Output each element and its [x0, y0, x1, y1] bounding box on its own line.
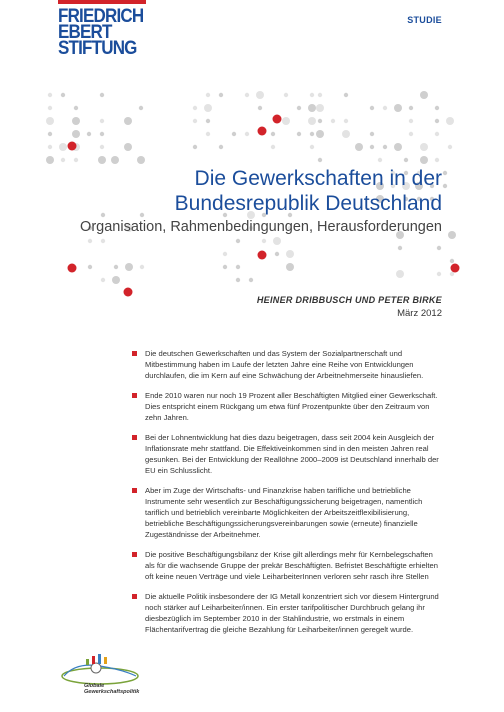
- map-dot: [318, 93, 322, 97]
- map-dot: [409, 119, 413, 123]
- map-dot: [435, 158, 439, 162]
- map-dot: [262, 239, 266, 243]
- map-dot: [236, 265, 240, 269]
- map-dot: [310, 132, 314, 136]
- map-dot: [420, 91, 428, 99]
- map-dot: [256, 91, 264, 99]
- map-dot: [139, 106, 143, 110]
- map-dot: [344, 93, 348, 97]
- logo-line-2: EBERT: [58, 20, 112, 43]
- map-dot: [249, 278, 253, 282]
- map-dot: [258, 106, 262, 110]
- map-dot-highlight: [258, 251, 267, 260]
- map-dot: [48, 93, 52, 97]
- map-dot: [435, 119, 439, 123]
- map-dot: [193, 106, 197, 110]
- map-dot-highlight: [124, 288, 133, 297]
- map-dot: [398, 246, 402, 250]
- footer-series-name: [84, 683, 139, 695]
- map-dot: [219, 145, 223, 149]
- summary-bullet: Bei der Lohnentwicklung hat dies dazu beigetragen, dass seit 2004 kein Ausgleich der Inflationsrate mehr stattfand. Die Effektiveinkommen sind in den meisten Jahren real gesunken. Bei der Entwicklung der Reallöhne 2000–2009 ist Deutschland innerhalb der EU ein Schlusslicht.: [131, 432, 443, 476]
- map-dot: [111, 156, 119, 164]
- map-dot: [435, 106, 439, 110]
- map-dot: [286, 263, 294, 271]
- map-dot: [59, 143, 67, 151]
- map-dot: [72, 130, 80, 138]
- map-dot: [101, 239, 105, 243]
- map-dot: [98, 156, 106, 164]
- map-dot: [383, 145, 387, 149]
- map-dot: [245, 132, 249, 136]
- map-dot: [74, 158, 78, 162]
- map-dot: [409, 106, 413, 110]
- map-dot: [236, 278, 240, 282]
- summary-bullet: Die positive Beschäftigungsbilanz der Krise gilt allerdings mehr für Kernbelegschaften als für die wachsende Gruppe der prekär Beschäftigten. Befristet Beschäftigte erhielten oft keine neuen Verträge und viele LeiharbeiterInnen verloren sehr rasch ihre Stellen: [131, 549, 443, 582]
- map-dot: [396, 270, 404, 278]
- map-dot: [74, 106, 78, 110]
- map-dot: [273, 237, 281, 245]
- map-dot: [286, 250, 294, 258]
- map-dot: [223, 252, 227, 256]
- map-dot: [206, 119, 210, 123]
- logo-line-3: STIFTUNG: [58, 36, 137, 59]
- map-dot-highlight: [273, 115, 282, 124]
- map-dot: [308, 104, 316, 112]
- map-dot: [114, 265, 118, 269]
- map-dot: [420, 143, 428, 151]
- map-dot: [219, 93, 223, 97]
- summary-bullet: Aber im Zuge der Wirtschafts- und Finanzkrise haben tarifliche und betriebliche Instrumente sehr wesentlich zur Beschäftigungssicherung beigetragen, namentlich tariflich und betrieblich vereinbarte Möglichkeiten der Arbeitszeitflexibilisierung, betriebliche Beschäftigungssicherungsvereinbarungen sowie (erneute) finanzielle Zugeständnisse der Arbeitnehmer.: [131, 485, 443, 540]
- map-dot: [342, 130, 350, 138]
- map-dot: [446, 117, 454, 125]
- map-dot: [124, 117, 132, 125]
- map-dot: [46, 117, 54, 125]
- map-dot: [383, 106, 387, 110]
- map-dot: [271, 132, 275, 136]
- map-dot: [284, 93, 288, 97]
- map-dot: [370, 145, 374, 149]
- map-dot: [370, 132, 374, 136]
- map-dot: [282, 117, 290, 125]
- map-dot: [100, 119, 104, 123]
- map-dot: [344, 119, 348, 123]
- document-title: [62, 166, 442, 216]
- map-dot: [420, 156, 428, 164]
- map-dot: [48, 145, 52, 149]
- map-dot: [316, 130, 324, 138]
- map-dot: [236, 239, 240, 243]
- map-dot: [46, 156, 54, 164]
- map-dot-highlight: [68, 264, 77, 273]
- map-dot: [318, 158, 322, 162]
- map-dot: [409, 132, 413, 136]
- map-dot: [394, 143, 402, 151]
- map-dot-highlight: [258, 127, 267, 136]
- logo-line-1: FRIEDRICH: [58, 4, 144, 27]
- map-dot: [310, 145, 314, 149]
- map-dot: [450, 259, 454, 263]
- map-dot: [206, 93, 210, 97]
- map-dot: [318, 119, 322, 123]
- map-dot: [310, 93, 314, 97]
- map-dot: [355, 143, 363, 151]
- map-dot: [443, 171, 447, 175]
- map-dot: [378, 158, 382, 162]
- summary-bullet: Ende 2010 waren nur noch 19 Prozent aller Beschäftigten Mitglied einer Gewerkschaft. Dies entspricht einem Rückgang um etwa fünf Prozentpunkte über den Zeitraum von zehn Jahren.: [131, 390, 443, 423]
- map-dot: [61, 158, 65, 162]
- summary-bullet: Die deutschen Gewerkschaften und das System der Sozialpartnerschaft und Mitbestimmung haben im Laufe der letzten Jahre eine Reihe von Entwicklungen durchlaufen, die im Kern auf eine Schwächung der Arbeitnehmerseite hinausliefen.: [131, 348, 443, 381]
- map-dot: [72, 117, 80, 125]
- map-dot: [245, 93, 249, 97]
- authors: HEINER DRIBBUSCH UND PETER BIRKE: [256, 295, 442, 305]
- map-dot: [450, 272, 454, 276]
- map-dot: [193, 145, 197, 149]
- map-dot: [404, 158, 408, 162]
- map-dot: [125, 263, 133, 271]
- publication-date: März 2012: [397, 308, 442, 319]
- map-dot: [448, 231, 456, 239]
- title-line-1: Die Gewerkschaften in der: [194, 167, 442, 190]
- map-dot: [100, 132, 104, 136]
- title-line-2: Bundesrepublik Deutschland: [174, 192, 442, 215]
- footer-line-2: Gewerkschaftspolitik: [84, 689, 140, 695]
- map-dot: [448, 145, 452, 149]
- map-dot: [48, 132, 52, 136]
- map-dot: [100, 145, 104, 149]
- map-dot: [232, 132, 236, 136]
- document-subtitle: Organisation, Rahmenbedingungen, Herausforderungen: [80, 219, 442, 235]
- summary-bullet: Die aktuelle Politik insbesondere der IG Metall konzentriert sich vor diesem Hintergrund noch stärker auf Leiharbeiter/innen. Ein erster tarifpolitischer Durchbruch gelang ihr diesbezüglich im September 2010 in der Stahlindustrie, wo erstmals in einem Flächentarifvertrag die gleiche Bezahlung für Leiharbeiter/innen geregelt wurde.: [131, 591, 443, 635]
- map-dot: [87, 132, 91, 136]
- summary-list: [131, 348, 443, 644]
- map-dot: [370, 106, 374, 110]
- map-dot: [101, 278, 105, 282]
- map-dot: [316, 104, 324, 112]
- map-dot: [88, 239, 92, 243]
- map-dot: [297, 106, 301, 110]
- map-dot: [275, 252, 279, 256]
- map-dot: [308, 117, 316, 125]
- map-dot: [271, 145, 275, 149]
- map-dot: [223, 265, 227, 269]
- map-dot: [394, 104, 402, 112]
- map-dot: [437, 272, 441, 276]
- map-dot: [331, 119, 335, 123]
- map-dot: [112, 276, 120, 284]
- map-dot: [137, 156, 145, 164]
- map-dot: [48, 106, 52, 110]
- map-dot: [88, 265, 92, 269]
- footer-line-1: Globale: [84, 683, 105, 689]
- map-dot: [206, 132, 210, 136]
- map-dot: [193, 119, 197, 123]
- map-dot-highlight: [68, 142, 77, 151]
- map-dot-highlight: [451, 264, 460, 273]
- map-dot: [297, 132, 301, 136]
- document-type-label: STUDIE: [407, 15, 442, 25]
- map-dot: [435, 132, 439, 136]
- map-dot: [124, 143, 132, 151]
- map-dot: [437, 246, 441, 250]
- map-dot: [100, 93, 104, 97]
- map-dot: [61, 93, 65, 97]
- map-dot: [140, 265, 144, 269]
- map-dot: [443, 184, 447, 188]
- map-dot: [204, 104, 212, 112]
